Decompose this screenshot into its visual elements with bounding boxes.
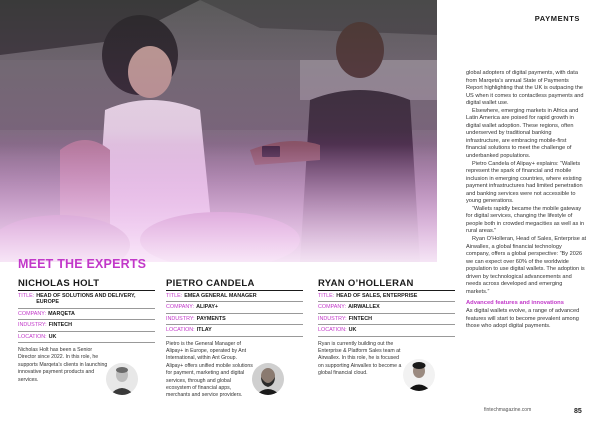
field-label: LOCATION: (318, 327, 347, 334)
expert-name: NICHOLAS HOLT (18, 278, 155, 291)
field-label: TITLE: (166, 293, 183, 299)
article-paragraph: As digital wallets evolve, a range of advanced features will start to become prevalent among those who adopt digital payments. (466, 307, 580, 330)
avatar-illustration (252, 363, 284, 395)
expert-name: RYAN O’HOLLERAN (318, 278, 455, 291)
field-value: UK (48, 333, 57, 340)
field-label: COMPANY: (166, 304, 195, 311)
expert-card (318, 278, 455, 378)
article-subheading: Advanced features and innovations (466, 300, 564, 307)
field-value: ALIPAY+ (196, 304, 219, 311)
expert-industry-field (166, 314, 303, 325)
section-label: PAYMENTS (534, 14, 580, 23)
field-value: HEAD OF SALES, ENTERPRISE (336, 293, 418, 299)
field-label: LOCATION: (166, 327, 195, 334)
article-paragraph: global adopters of digital payments, with data from Marqeta’s annual State of Payments Report highlighting that the UK is outpacing the US when it comes to contactless payments and digital wallet use. (466, 70, 584, 107)
field-value: FINTECH (48, 322, 73, 329)
field-label: TITLE: (18, 293, 35, 299)
expert-bio: Ryan is currently building out the Enterprise & Platform Sales team at Airwallex. In this role, he is focused on supporting Airwallex to become a global financial cloud. (318, 340, 402, 377)
expert-company-field (166, 302, 303, 313)
headshot-nicholas-holt (106, 363, 138, 395)
field-value: HEAD OF SOLUTIONS AND DELIVERY, EUROPE (36, 293, 136, 306)
article-paragraph: “Wallets rapidly became the mobile gateway for digital services, changing the lifestyle of people both in crowded megacities as well as in rural areas.” (466, 205, 585, 235)
expert-company-field (318, 302, 455, 313)
field-label: TITLE: (318, 293, 335, 299)
expert-title-field (318, 291, 455, 302)
page-number: 85 (574, 408, 582, 415)
field-label: COMPANY: (18, 310, 47, 317)
expert-industry-field (18, 320, 155, 331)
expert-name: PIETRO CANDELA (166, 278, 303, 291)
field-label: INDUSTRY: (18, 322, 47, 329)
article-body (466, 70, 587, 331)
expert-location-field (18, 332, 155, 343)
field-value: PAYMENTS (196, 315, 226, 322)
field-label: INDUSTRY: (166, 315, 195, 322)
field-value: MARQETA (48, 310, 75, 317)
field-label: INDUSTRY: (318, 315, 347, 322)
field-value: FINTECH (348, 315, 373, 322)
headshot-ryan-oholleran (403, 359, 435, 391)
expert-bio: Pietro is the General Manager of Alipay+ in Europe, operated by Ant International, within Ant Group. Alipay+ offers unified mobile solutions for payment, marketing and digital services, through and global ecosystem of financial apps, merchants and service providers. (166, 340, 253, 399)
field-label: LOCATION: (18, 333, 47, 340)
expert-title-field (18, 291, 155, 309)
experts-heading: MEET THE EXPERTS (18, 257, 147, 271)
expert-location-field (166, 325, 303, 336)
expert-bio: Nicholas Holt has been a Senior Director since 2022. In this role, he supports Marqeta’s clients in launching innovative payment products and services. (18, 347, 108, 383)
field-label: COMPANY: (318, 304, 347, 311)
expert-company-field (18, 309, 155, 320)
avatar-illustration (403, 359, 435, 391)
expert-industry-field (318, 314, 455, 325)
headshot-pietro-candela (252, 363, 284, 395)
market-payment-photo (0, 0, 437, 262)
article-paragraph: Elsewhere, emerging markets in Africa and Latin America are poised for rapid growth in digital wallet adoption. These regions, often underserved by traditional banking infrastructure, are embracing mobile-first financial solutions to meet the challenge of underbanked populations. (466, 107, 579, 160)
field-value: AIRWALLEX (348, 304, 380, 311)
article-paragraph: Pietro Candela of Alipay+ explains: “Wallets represent the spark of financial and mobile inclusion in emerging countries, where existing payment infrastructures had limited penetration and banking services were not accessible to young generations. (466, 160, 583, 205)
article-paragraph: Ryan O’Holleran, Head of Sales, Enterprise at Airwallex, a global financial technology company, offers a global perspective: “By 2026 we can expect over 60% of the worldwide population to use digital wallets. The adoption is driven by technological advancements and needs across developed and emerging markets.” (466, 236, 587, 295)
footer-site: fintechmagazine.com (484, 407, 532, 413)
field-value: ITLAY (196, 327, 212, 334)
field-value: UK (348, 327, 357, 334)
expert-location-field (318, 325, 455, 336)
expert-title-field (166, 291, 303, 302)
avatar-illustration (106, 363, 138, 395)
market-photo-illustration (0, 0, 437, 262)
field-value: EMEA GENERAL MANAGER (184, 293, 257, 299)
